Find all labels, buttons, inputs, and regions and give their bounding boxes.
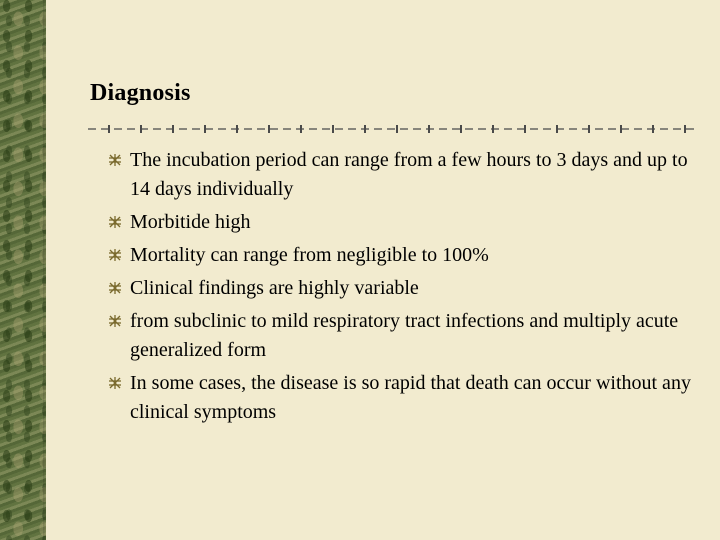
bullet-icon xyxy=(108,153,122,167)
bullet-text: The incubation period can range from a few hours to 3 days and up to 14 days individually xyxy=(130,149,688,200)
decorative-left-border xyxy=(0,0,46,540)
list-item xyxy=(108,208,698,237)
list-item xyxy=(108,307,698,365)
bullet-icon xyxy=(108,281,122,295)
bullet-icon xyxy=(108,376,122,390)
bullet-text: In some cases, the disease is so rapid that death can occur without any clinical symptoms xyxy=(130,372,691,423)
bullet-list xyxy=(108,146,698,431)
list-item xyxy=(108,146,698,204)
bullet-text: Mortality can range from negligible to 100% xyxy=(130,244,489,266)
list-item xyxy=(108,274,698,303)
slide-title: Diagnosis xyxy=(90,80,191,106)
bullet-text: Clinical findings are highly variable xyxy=(130,277,419,299)
list-item xyxy=(108,241,698,270)
bullet-text: from subclinic to mild respiratory tract infections and multiply acute generalized form xyxy=(130,310,679,361)
bullet-icon xyxy=(108,215,122,229)
bullet-icon xyxy=(108,248,122,262)
bullet-icon xyxy=(108,314,122,328)
bullet-text: Morbitide high xyxy=(130,211,251,233)
title-divider xyxy=(88,121,698,137)
list-item xyxy=(108,369,698,427)
